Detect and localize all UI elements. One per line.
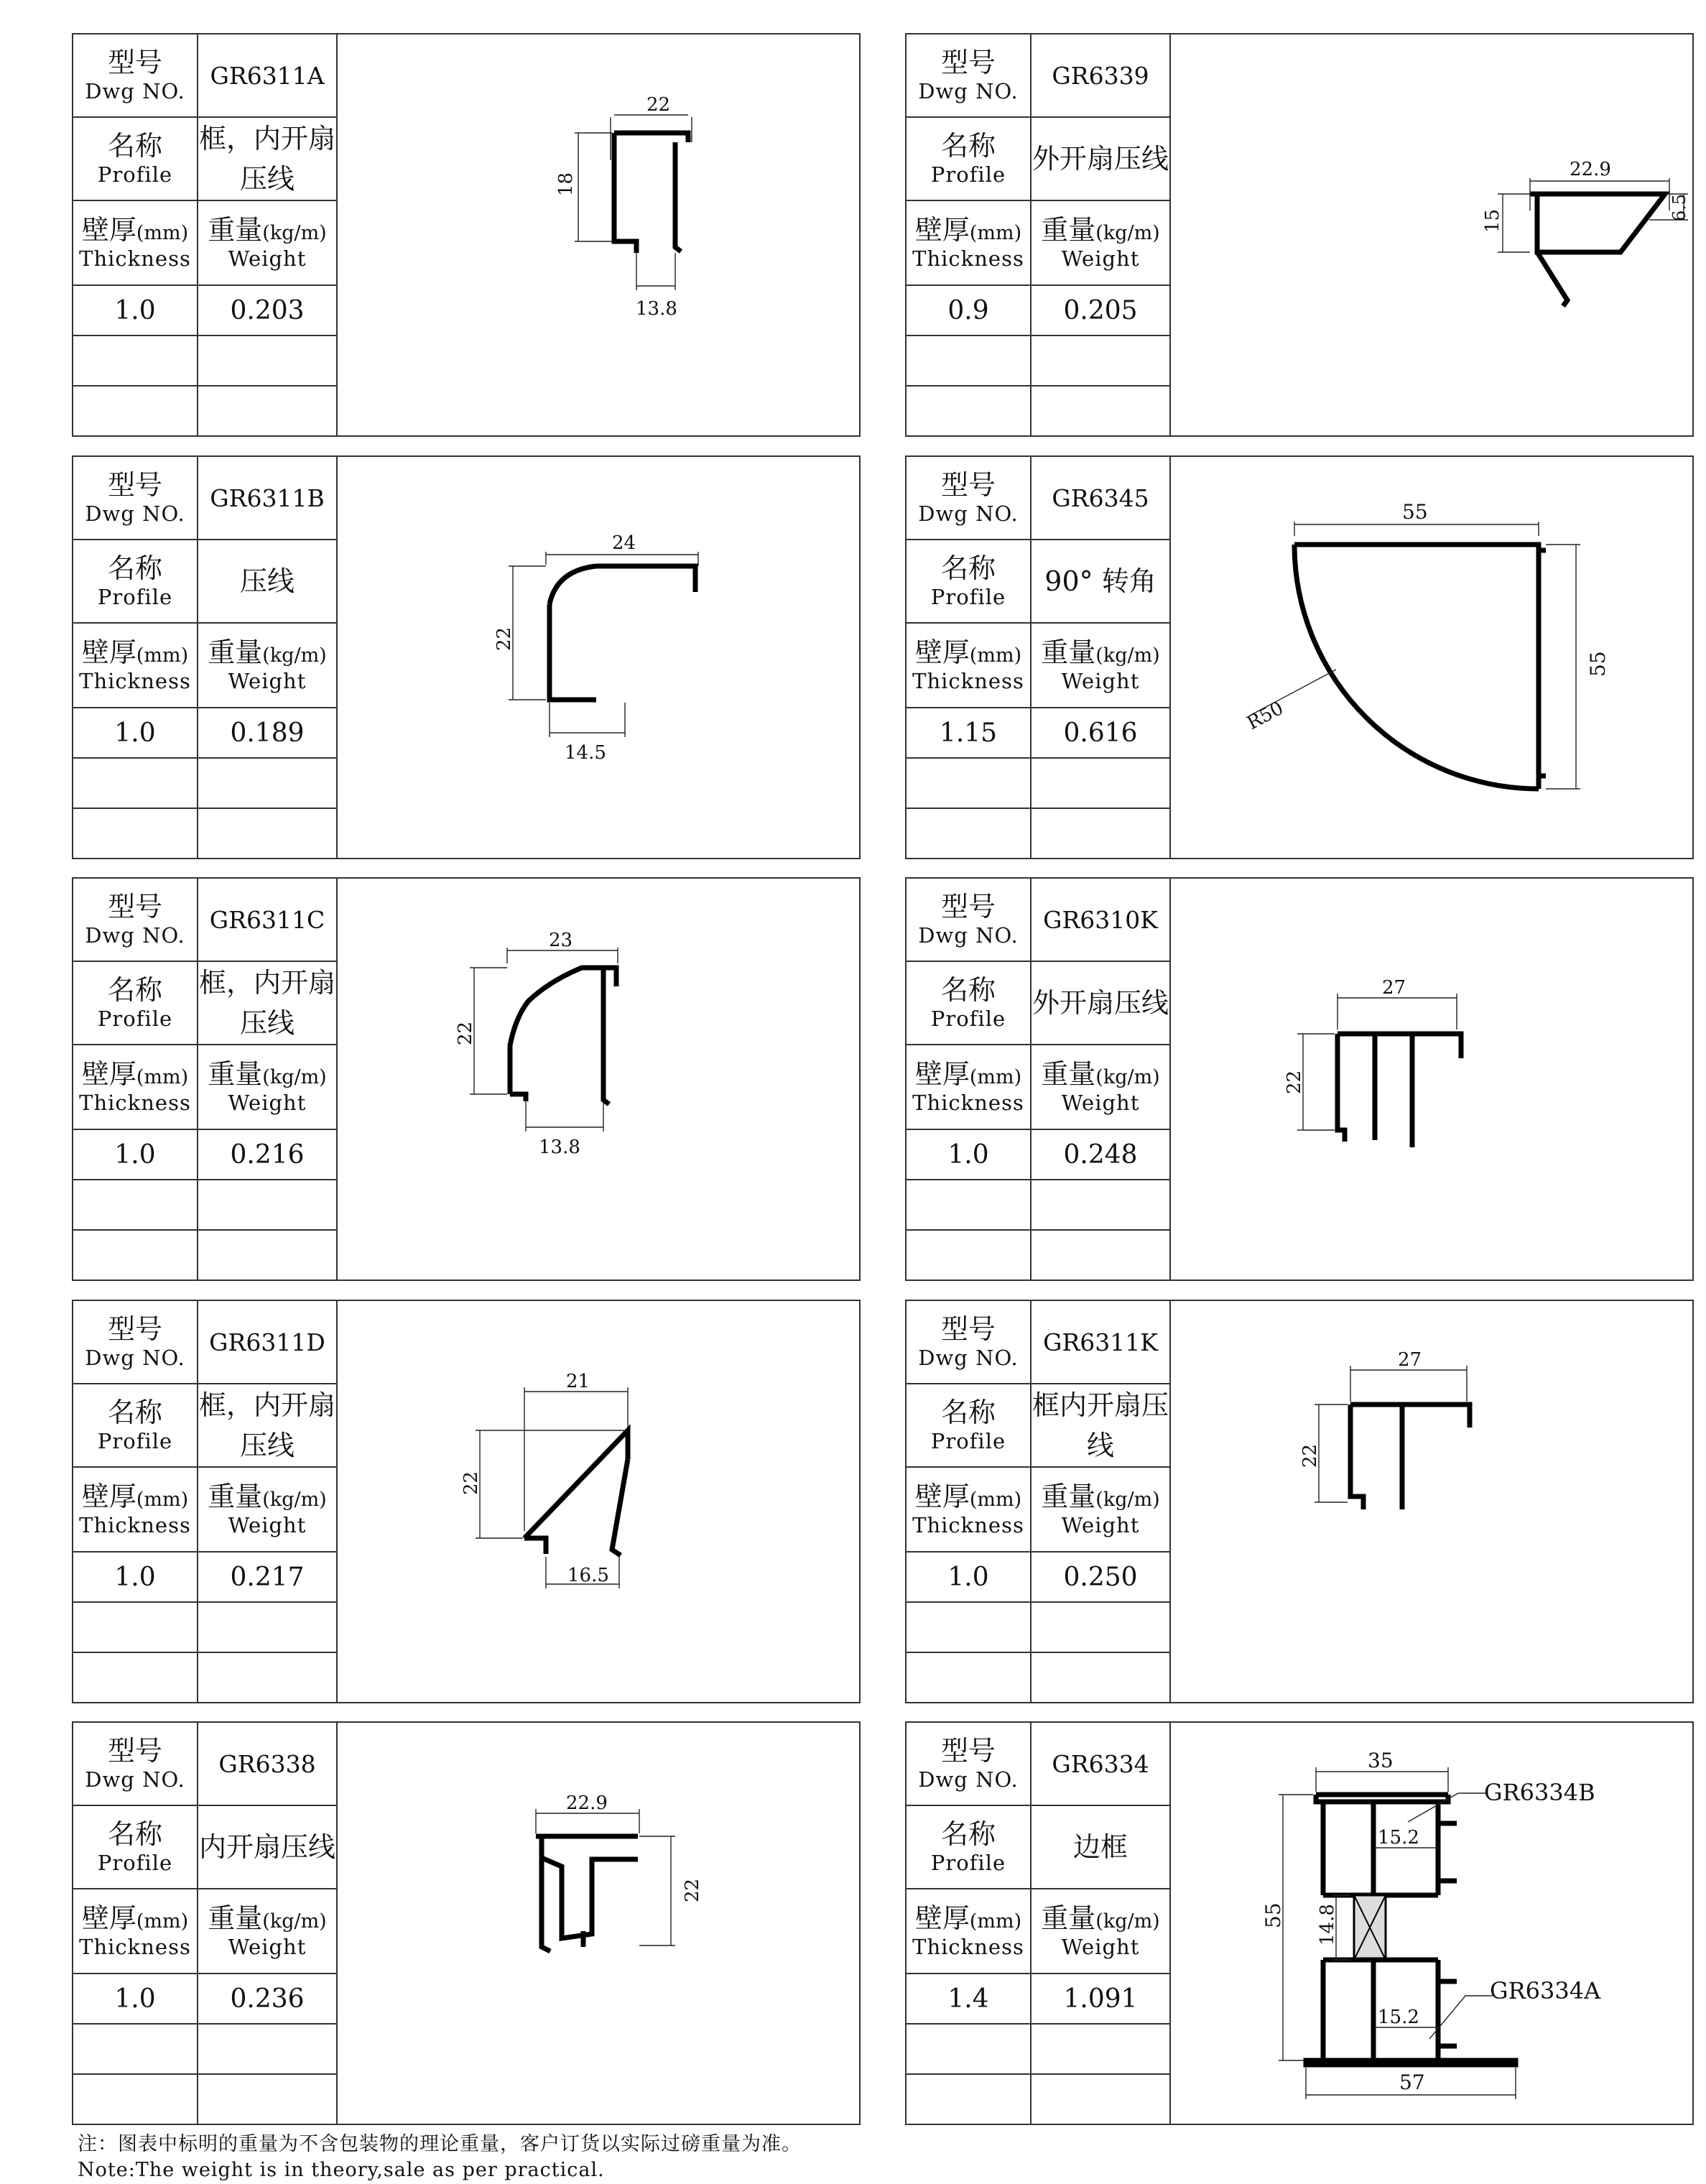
weight-label-en: Weight [1061,1091,1140,1115]
thickness-label-cn: 壁厚 [914,1481,970,1512]
profile-diagram [1171,457,1692,858]
profile-drawing [338,34,859,435]
empty-cell [198,387,338,435]
weight-value: 0.189 [230,718,305,748]
info-table [907,1301,1171,1702]
dim-label: 22.9 [1570,159,1611,180]
dim-label: 27 [1382,977,1406,999]
weight-value: 0.217 [230,1562,305,1592]
dim-label: 16.5 [567,1565,609,1586]
weight-label-en: Weight [228,669,307,693]
name-label-cn: 名称 [940,1818,996,1850]
empty-cell [198,1653,338,1702]
weight-label-en: Weight [1061,669,1140,693]
weight-label-en: Weight [1061,1513,1140,1537]
info-table [907,879,1171,1280]
model-label-en: Dwg NO. [918,79,1019,103]
thickness-unit: (mm) [969,644,1022,667]
name-label-cn: 名称 [940,1397,996,1428]
callout-label: GR6334A [1490,1977,1601,2004]
weight-value: 0.248 [1063,1139,1138,1170]
thickness-value: 1.0 [114,1139,156,1170]
thickness-unit: (mm) [969,1910,1022,1933]
profile-card [905,455,1694,859]
thickness-unit: (mm) [136,1066,189,1088]
weight-label-cn: 重量 [208,1902,263,1934]
profile-name: 压线 [239,565,295,597]
empty-cell [198,809,338,858]
empty-cell [73,759,198,808]
empty-cell [1032,2025,1171,2073]
weight-label-cn: 重量 [208,637,263,668]
profile-card [905,1721,1694,2125]
dim-label: 22 [646,94,671,116]
weight-label-en: Weight [228,1091,307,1115]
model-code: GR6311A [210,61,325,90]
info-table [73,457,338,858]
profile-name: 框，内开扇压线 [198,1389,335,1461]
dim-label: 18 [555,172,577,196]
name-label-cn: 名称 [940,552,996,584]
model-label-cn: 型号 [107,47,162,78]
thickness-value: 1.0 [947,1562,989,1592]
dim-label: 22 [1284,1070,1305,1094]
thickness-label-en: Thickness [79,669,191,693]
empty-cell [1032,1180,1171,1229]
dim-label: 55 [1402,500,1428,524]
note-en: Note:The weight is in theory,sale as per practical. [78,2159,605,2181]
profile-card [72,1721,861,2125]
profile-diagram [1171,34,1692,435]
empty-cell [907,759,1032,808]
profile-name: 外开扇压线 [1032,143,1169,175]
profile-name: 框，内开扇压线 [198,123,335,195]
info-table [907,457,1171,858]
empty-cell [907,1653,1032,1702]
weight-label-cn: 重量 [1041,637,1096,668]
profile-card [905,1300,1694,1703]
profile-drawing [1171,34,1692,435]
weight-label-en: Weight [228,1513,307,1537]
weight-value: 0.250 [1063,1562,1138,1592]
profile-drawing [1171,1723,1692,2124]
empty-cell [198,2075,338,2124]
name-label-en: Profile [97,585,173,609]
weight-unit: (kg/m) [262,222,327,244]
model-label-cn: 型号 [940,1735,996,1767]
model-code: GR6334 [1052,1749,1149,1778]
profile-diagram [338,1301,859,1702]
weight-label-cn: 重量 [1041,1902,1096,1934]
thickness-label-cn: 壁厚 [81,637,136,668]
model-label-cn: 型号 [940,469,996,501]
thickness-value: 0.9 [947,295,989,325]
weight-unit: (kg/m) [262,1489,327,1511]
dim-label: 14.8 [1317,1904,1338,1945]
dim-label: 15 [1482,208,1503,233]
empty-cell [907,809,1032,858]
empty-cell [1032,1231,1171,1280]
empty-cell [73,387,198,435]
thickness-unit: (mm) [969,222,1022,244]
name-label-en: Profile [930,162,1006,187]
dim-label: 57 [1399,2070,1425,2094]
thickness-label-en: Thickness [912,1513,1024,1537]
name-label-en: Profile [97,162,173,187]
thickness-unit: (mm) [136,222,189,244]
thickness-label-cn: 壁厚 [81,1902,136,1934]
weight-unit: (kg/m) [1095,222,1160,244]
empty-cell [198,1231,338,1280]
profile-drawing [1171,457,1692,858]
thickness-unit: (mm) [969,1489,1022,1511]
empty-cell [1032,1653,1171,1702]
model-label-cn: 型号 [940,891,996,922]
profile-card [72,455,861,859]
dim-label: 13.8 [539,1137,580,1158]
name-label-en: Profile [97,1007,173,1031]
info-table [907,1723,1171,2124]
empty-cell [1032,2075,1171,2124]
dim-label: 55 [1586,651,1610,677]
empty-cell [1032,336,1171,385]
dim-label: 35 [1368,1749,1394,1772]
empty-cell [1032,387,1171,435]
thickness-label-cn: 壁厚 [914,637,970,668]
thickness-value: 1.0 [114,718,156,748]
dim-label: 15.2 [1378,2007,1419,2028]
weight-unit: (kg/m) [262,1066,327,1088]
profile-drawing [1171,879,1692,1280]
profile-diagram [1171,1723,1692,2124]
profile-drawing [338,1723,859,2124]
thickness-label-en: Thickness [912,1091,1024,1115]
empty-cell [73,2025,198,2073]
empty-cell [198,1180,338,1229]
thickness-value: 1.15 [939,718,998,748]
name-label-cn: 名称 [107,130,162,162]
empty-cell [73,2075,198,2124]
dim-label: 27 [1398,1349,1422,1371]
model-label-cn: 型号 [940,47,996,78]
weight-label-en: Weight [228,246,307,271]
model-code: GR6311B [210,483,325,512]
thickness-label-en: Thickness [79,1091,191,1115]
empty-cell [907,1231,1032,1280]
model-label-en: Dwg NO. [918,501,1019,526]
thickness-label-cn: 壁厚 [81,1058,136,1090]
info-table [907,34,1171,435]
empty-cell [73,336,198,385]
model-code: GR6311C [209,905,325,934]
weight-label-cn: 重量 [208,214,263,246]
name-label-cn: 名称 [107,974,162,1006]
profile-name: 内开扇压线 [198,1831,335,1863]
profile-diagram [338,457,859,858]
model-label-cn: 型号 [107,891,162,922]
dim-label: 21 [566,1371,590,1392]
name-label-en: Profile [930,1429,1006,1453]
dim-label: 13.8 [636,298,677,320]
profile-diagram [338,34,859,435]
name-label-en: Profile [930,1007,1006,1031]
thickness-label-en: Thickness [912,246,1024,271]
weight-label-en: Weight [1061,1935,1140,1959]
thickness-unit: (mm) [136,1910,189,1933]
dim-label: R50 [1243,697,1287,735]
profile-drawing [1171,1301,1692,1702]
dim-label: 6.5 [1669,193,1689,221]
profile-diagram [338,1723,859,2124]
profile-diagram [338,879,859,1280]
profile-name: 外开扇压线 [1032,987,1169,1019]
model-label-en: Dwg NO. [85,1346,185,1370]
dim-label: 14.5 [565,742,606,764]
profile-name: 框内开扇压线 [1032,1389,1169,1461]
model-code: GR6311D [209,1328,325,1356]
weight-label-en: Weight [228,1935,307,1959]
empty-cell [907,336,1032,385]
weight-value: 0.236 [230,1984,305,2014]
model-code: GR6339 [1052,61,1149,90]
dim-label: 22 [682,1878,703,1902]
dim-label: 55 [1261,1902,1285,1928]
empty-cell [907,2075,1032,2124]
profile-drawing [338,1301,859,1702]
thickness-label-cn: 壁厚 [81,214,136,246]
thickness-value: 1.0 [114,1984,156,2014]
thickness-label-en: Thickness [79,1513,191,1537]
thickness-label-en: Thickness [912,1935,1024,1959]
thickness-label-cn: 壁厚 [914,214,970,246]
model-code: GR6338 [218,1749,316,1778]
weight-unit: (kg/m) [1095,1066,1160,1088]
name-label-cn: 名称 [940,130,996,162]
dim-label: 22 [460,1471,482,1495]
weight-value: 0.616 [1063,718,1138,748]
name-label-cn: 名称 [107,552,162,584]
dim-label: 22 [455,1021,476,1045]
profile-diagram [1171,1301,1692,1702]
weight-unit: (kg/m) [1095,1910,1160,1933]
info-table [73,1301,338,1702]
weight-unit: (kg/m) [262,644,327,667]
weight-label-cn: 重量 [1041,1481,1096,1512]
empty-cell [1032,809,1171,858]
model-label-en: Dwg NO. [918,923,1019,948]
model-code: GR6310K [1043,905,1158,934]
thickness-unit: (mm) [136,644,189,667]
empty-cell [198,336,338,385]
weight-label-cn: 重量 [208,1058,263,1090]
model-label-en: Dwg NO. [85,1767,185,1792]
info-table [73,34,338,435]
profile-card [905,877,1694,1281]
thickness-value: 1.0 [947,1139,989,1170]
name-label-cn: 名称 [940,974,996,1006]
thickness-unit: (mm) [969,1066,1022,1088]
profile-drawing [338,457,859,858]
weight-unit: (kg/m) [262,1910,327,1933]
name-label-en: Profile [930,585,1006,609]
empty-cell [1032,759,1171,808]
weight-label-en: Weight [1061,246,1140,271]
empty-cell [198,759,338,808]
dim-label: 22 [1299,1443,1321,1468]
empty-cell [73,1653,198,1702]
empty-cell [198,2025,338,2073]
note-cn: 注：图表中标明的重量为不含包装物的理论重量，客户订货以实际过磅重量为准。 [78,2133,802,2155]
name-label-en: Profile [930,1851,1006,1875]
profile-card [72,1300,861,1703]
weight-unit: (kg/m) [1095,1489,1160,1511]
weight-unit: (kg/m) [1095,644,1160,667]
weight-value: 0.203 [230,295,305,325]
empty-cell [73,809,198,858]
name-label-cn: 名称 [107,1818,162,1850]
empty-cell [1032,1603,1171,1652]
weight-label-cn: 重量 [1041,214,1096,246]
model-label-en: Dwg NO. [918,1346,1019,1370]
name-label-en: Profile [97,1429,173,1453]
profile-drawing [338,879,859,1280]
thickness-value: 1.0 [114,295,156,325]
profile-name: 90° 转角 [1044,565,1156,597]
thickness-label-en: Thickness [79,1935,191,1959]
dim-label: 22 [493,626,515,651]
info-table [73,1723,338,2124]
name-label-en: Profile [97,1851,173,1875]
empty-cell [73,1603,198,1652]
model-label-en: Dwg NO. [85,923,185,948]
empty-cell [198,1603,338,1652]
weight-label-cn: 重量 [1041,1058,1096,1090]
empty-cell [73,1180,198,1229]
thickness-value: 1.0 [114,1562,156,1592]
profile-card [72,33,861,437]
model-code: GR6345 [1052,483,1149,512]
model-label-en: Dwg NO. [918,1767,1019,1792]
thickness-unit: (mm) [136,1489,189,1511]
profile-diagram [1171,879,1692,1280]
model-label-cn: 型号 [107,469,162,501]
callout-label: GR6334B [1484,1779,1595,1806]
dim-label: 24 [612,532,636,554]
dim-label: 15.2 [1378,1827,1419,1848]
profile-name: 边框 [1072,1831,1128,1863]
weight-value: 1.091 [1063,1984,1138,2014]
empty-cell [907,2025,1032,2073]
weight-value: 0.216 [230,1139,305,1170]
empty-cell [907,387,1032,435]
weight-label-cn: 重量 [208,1481,263,1512]
name-label-cn: 名称 [107,1397,162,1428]
thickness-value: 1.4 [947,1984,989,2014]
dim-label: 22.9 [566,1792,608,1814]
thickness-label-cn: 壁厚 [914,1902,970,1934]
empty-cell [907,1180,1032,1229]
empty-cell [907,1603,1032,1652]
empty-cell [73,1231,198,1280]
model-label-cn: 型号 [107,1313,162,1345]
profile-name: 框，内开扇压线 [198,967,335,1039]
dim-label: 23 [549,930,573,951]
model-label-en: Dwg NO. [85,79,185,103]
weight-value: 0.205 [1063,295,1138,325]
thickness-label-cn: 壁厚 [81,1481,136,1512]
thickness-label-en: Thickness [912,669,1024,693]
profile-card [905,33,1694,437]
thickness-label-en: Thickness [79,246,191,271]
thickness-label-cn: 壁厚 [914,1058,970,1090]
profile-card [72,877,861,1281]
model-label-en: Dwg NO. [85,501,185,526]
model-code: GR6311K [1043,1328,1158,1356]
model-label-cn: 型号 [940,1313,996,1345]
info-table [73,879,338,1280]
model-label-cn: 型号 [107,1735,162,1767]
